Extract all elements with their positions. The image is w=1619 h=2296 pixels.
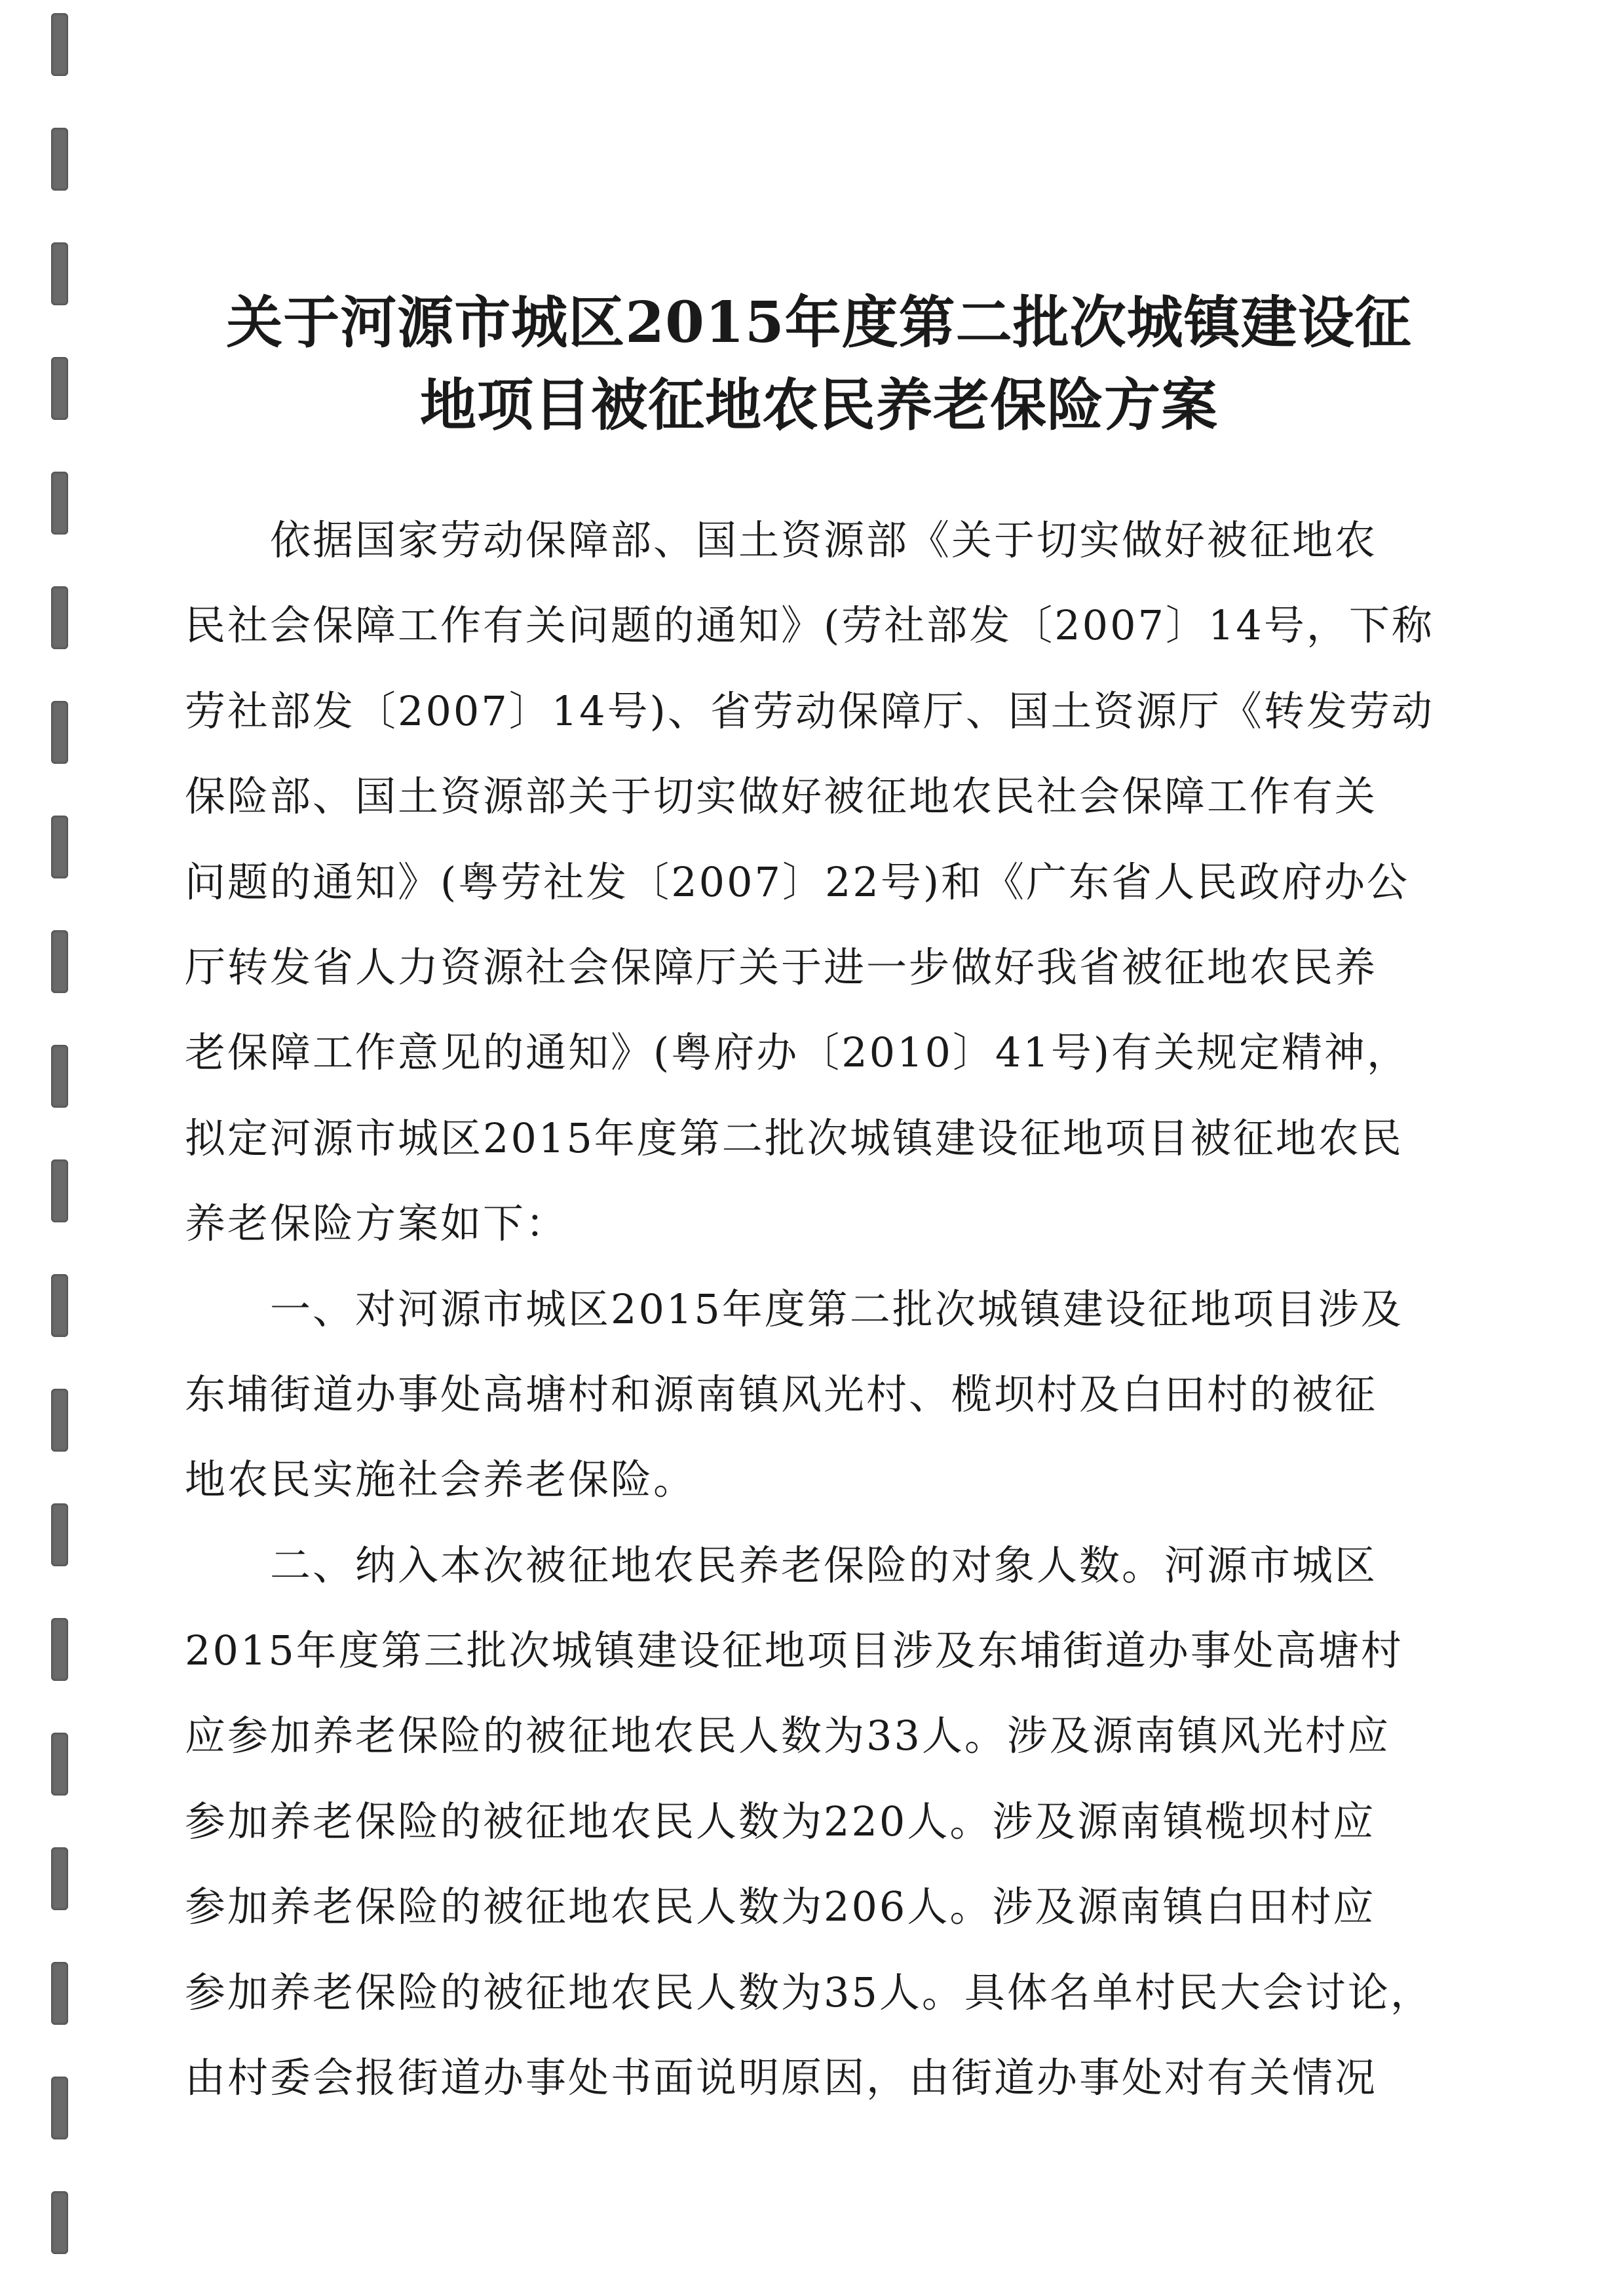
body-line: 地农民实施社会养老保险。	[185, 1456, 696, 1504]
binding-hole	[51, 1503, 68, 1566]
body-line: 劳社部发〔2007〕14号)、省劳动保障厅、国土资源厅《转发劳动	[185, 687, 1434, 735]
binding-hole	[51, 1962, 68, 2025]
binding-hole	[51, 128, 68, 191]
binding-hole	[51, 1618, 68, 1681]
document-title	[164, 282, 1474, 447]
binding-hole	[51, 1847, 68, 1910]
binding-hole	[51, 472, 68, 535]
body-line: 老保障工作意见的通知》(粤府办〔2010〕41号)有关规定精神，	[185, 1028, 1410, 1077]
binding-holes	[0, 0, 92, 2296]
binding-hole	[51, 701, 68, 764]
body-line: 二、纳入本次被征地农民养老保险的对象人数。河源市城区	[185, 1541, 1378, 1589]
body-line: 东埔街道办事处高塘村和源南镇风光村、榄坝村及白田村的被征	[185, 1370, 1378, 1418]
binding-hole	[51, 1274, 68, 1337]
binding-hole	[51, 13, 68, 76]
body-line: 拟定河源市城区2015年度第二批次城镇建设征地项目被征地农民	[185, 1114, 1403, 1162]
binding-hole	[51, 357, 68, 420]
body-line: 厅转发省人力资源社会保障厅关于进一步做好我省被征地农民养	[185, 943, 1378, 991]
binding-hole	[51, 930, 68, 993]
body-line: 依据国家劳动保障部、国土资源部《关于切实做好被征地农	[185, 516, 1378, 564]
body-line: 由村委会报街道办事处书面说明原因，由街道办事处对有关情况	[185, 2054, 1378, 2102]
binding-hole	[51, 586, 68, 649]
body-line: 参加养老保险的被征地农民人数为35人。具体名单村民大会讨论，	[185, 1968, 1433, 2016]
document-body	[185, 498, 1434, 2120]
binding-hole	[51, 1389, 68, 1452]
title-line: 关于河源市城区2015年度第二批次城镇建设征	[226, 290, 1412, 356]
body-line: 民社会保障工作有关问题的通知》(劳社部发〔2007〕14号，下称	[185, 601, 1434, 650]
body-line: 2015年度第三批次城镇建设征地项目涉及东埔街道办事处高塘村	[185, 1627, 1403, 1675]
body-line: 保险部、国土资源部关于切实做好被征地农民社会保障工作有关	[185, 772, 1378, 821]
binding-hole	[51, 1159, 68, 1222]
body-line: 一、对河源市城区2015年度第二批次城镇建设征地项目涉及	[185, 1285, 1403, 1333]
body-line: 应参加养老保险的被征地农民人数为33人。涉及源南镇风光村应	[185, 1712, 1390, 1760]
binding-hole	[51, 1733, 68, 1796]
binding-hole	[51, 1045, 68, 1108]
body-line: 参加养老保险的被征地农民人数为220人。涉及源南镇榄坝村应	[185, 1797, 1376, 1845]
body-line: 养老保险方案如下：	[185, 1199, 569, 1248]
binding-hole	[51, 2077, 68, 2139]
binding-hole	[51, 242, 68, 305]
title-line: 地项目被征地农民养老保险方案	[420, 372, 1218, 438]
body-line: 问题的通知》(粤劳社发〔2007〕22号)和《广东省人民政府办公	[185, 857, 1410, 906]
binding-hole	[51, 2191, 68, 2254]
body-line: 参加养老保险的被征地农民人数为206人。涉及源南镇白田村应	[185, 1883, 1376, 1931]
binding-hole	[51, 816, 68, 878]
